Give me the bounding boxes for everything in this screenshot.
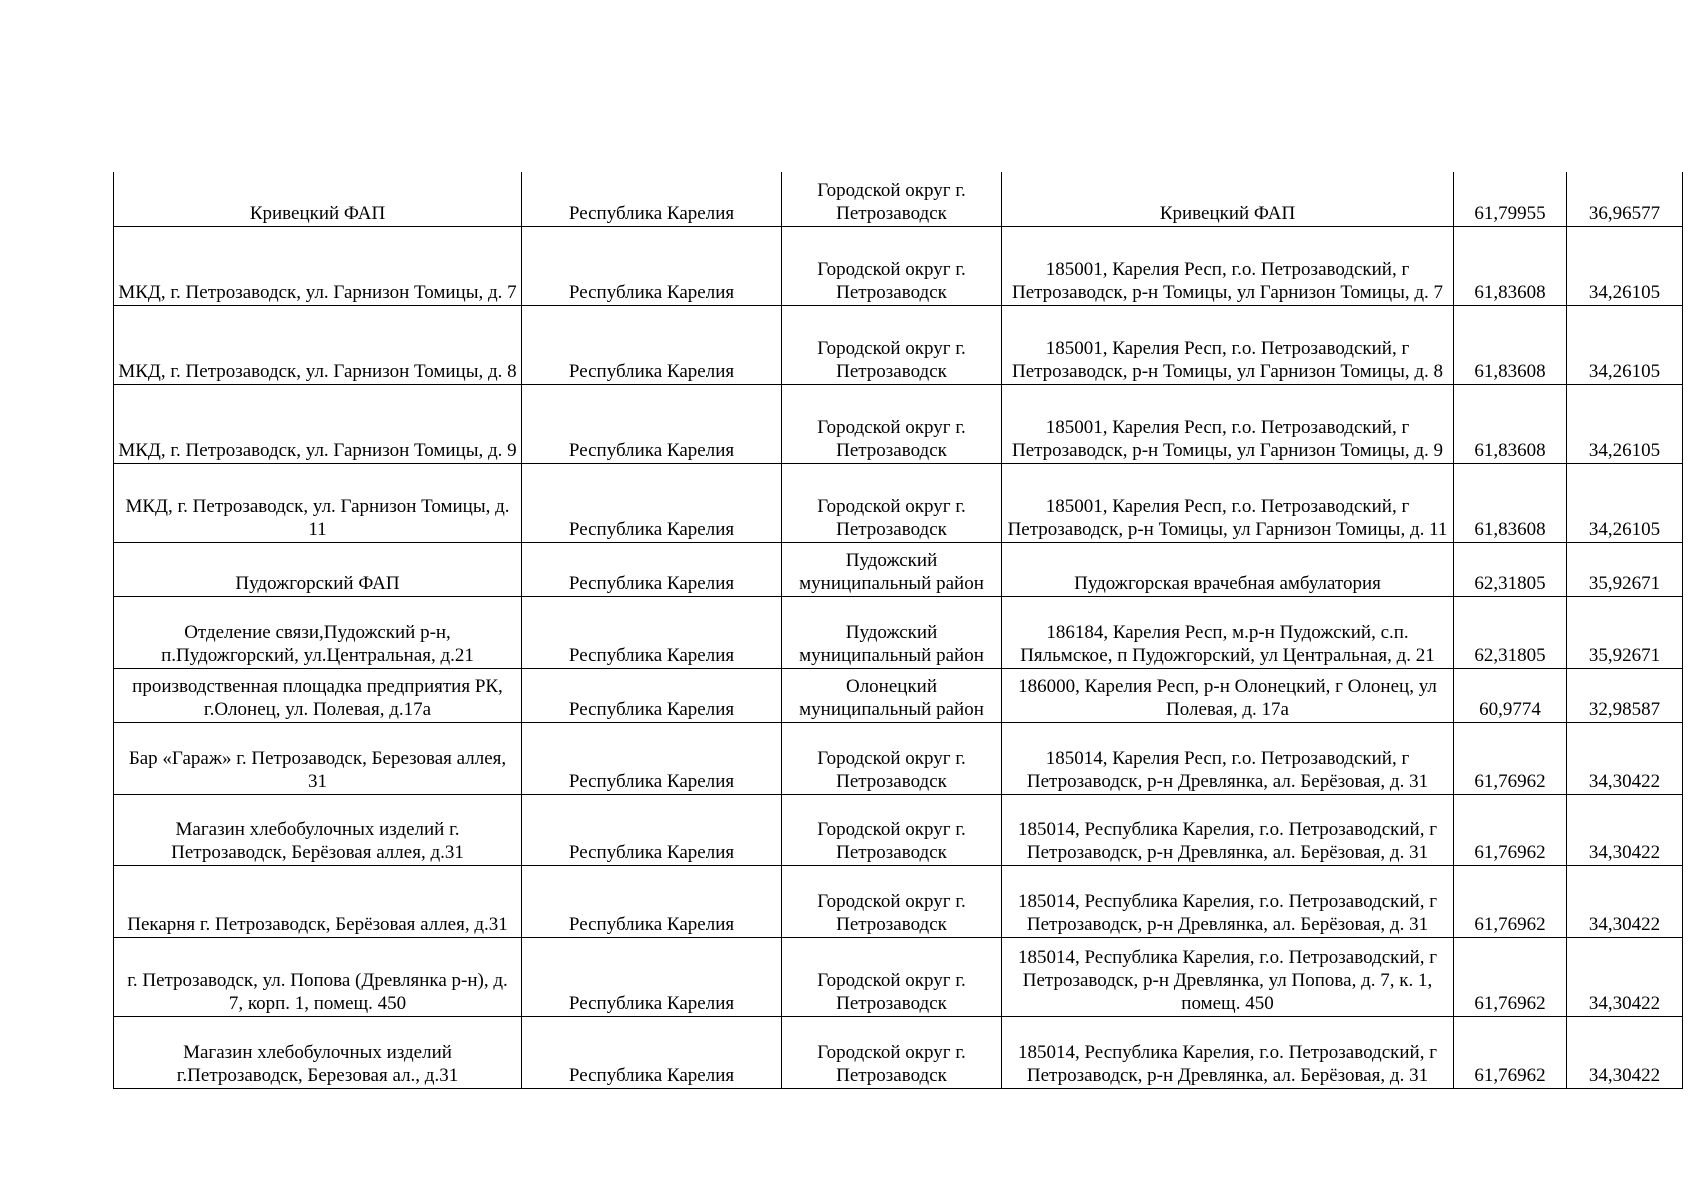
municipality-cell: Пудожский муниципальный район (782, 596, 1002, 668)
address-cell: 185001, Карелия Респ, г.о. Петрозаводский, г Петрозаводск, р-н Томицы, ул Гарнизон Томицы, д. 11 (1002, 463, 1454, 542)
region-cell: Республика Карелия (522, 722, 782, 794)
municipality-cell: Городской округ г. Петрозаводск (782, 463, 1002, 542)
object-name-cell: Магазин хлебобулочных изделий г. Петрозаводск, Берёзовая аллея, д.31 (114, 794, 522, 865)
object-name-cell: МКД, г. Петрозаводск, ул. Гарнизон Томицы, д. 9 (114, 384, 522, 463)
document-page (113, 172, 1682, 1089)
table-row (114, 542, 1683, 596)
table-row (114, 463, 1683, 542)
table-row (114, 305, 1683, 384)
object-name-cell: МКД, г. Петрозаводск, ул. Гарнизон Томицы, д. 8 (114, 305, 522, 384)
table-row (114, 937, 1683, 1016)
object-name-cell: Бар «Гараж» г. Петрозаводск, Березовая аллея, 31 (114, 722, 522, 794)
address-cell: 185014, Республика Карелия, г.о. Петрозаводский, г Петрозаводск, р-н Древлянка, ал. Берёзовая, д. 31 (1002, 865, 1454, 937)
longitude-cell: 34,30422 (1567, 722, 1683, 794)
table-row (114, 384, 1683, 463)
municipality-cell: Городской округ г. Петрозаводск (782, 865, 1002, 937)
latitude-cell: 61,83608 (1454, 384, 1567, 463)
address-cell: 186000, Карелия Респ, р-н Олонецкий, г Олонец, ул Полевая, д. 17а (1002, 668, 1454, 722)
region-cell: Республика Карелия (522, 172, 782, 226)
municipality-cell: Городской округ г. Петрозаводск (782, 305, 1002, 384)
region-cell: Республика Карелия (522, 384, 782, 463)
object-name-cell: МКД, г. Петрозаводск, ул. Гарнизон Томицы, д. 7 (114, 226, 522, 305)
address-cell: 185014, Республика Карелия, г.о. Петрозаводский, г Петрозаводск, р-н Древлянка, ал. Берёзовая, д. 31 (1002, 794, 1454, 865)
longitude-cell: 34,26105 (1567, 226, 1683, 305)
latitude-cell: 61,76962 (1454, 794, 1567, 865)
region-cell: Республика Карелия (522, 1016, 782, 1088)
address-cell: Пудожгорская врачебная амбулатория (1002, 542, 1454, 596)
object-name-cell: производственная площадка предприятия РК, г.Олонец, ул. Полевая, д.17а (114, 668, 522, 722)
object-name-cell: МКД, г. Петрозаводск, ул. Гарнизон Томицы, д. 11 (114, 463, 522, 542)
region-cell: Республика Карелия (522, 794, 782, 865)
municipality-cell: Городской округ г. Петрозаводск (782, 226, 1002, 305)
latitude-cell: 61,83608 (1454, 226, 1567, 305)
table-row (114, 1016, 1683, 1088)
longitude-cell: 34,30422 (1567, 865, 1683, 937)
address-cell: 185001, Карелия Респ, г.о. Петрозаводский, г Петрозаводск, р-н Томицы, ул Гарнизон Томицы, д. 7 (1002, 226, 1454, 305)
table-row (114, 865, 1683, 937)
object-name-cell: Пудожгорский ФАП (114, 542, 522, 596)
longitude-cell: 34,30422 (1567, 1016, 1683, 1088)
object-name-cell: Пекарня г. Петрозаводск, Берёзовая аллея, д.31 (114, 865, 522, 937)
latitude-cell: 60,9774 (1454, 668, 1567, 722)
longitude-cell: 32,98587 (1567, 668, 1683, 722)
region-cell: Республика Карелия (522, 542, 782, 596)
latitude-cell: 61,76962 (1454, 865, 1567, 937)
object-name-cell: Отделение связи,Пудожский р-н, п.Пудожгорский, ул.Центральная, д.21 (114, 596, 522, 668)
longitude-cell: 34,30422 (1567, 794, 1683, 865)
address-cell: 185014, Республика Карелия, г.о. Петрозаводский, г Петрозаводск, р-н Древлянка, ал. Берёзовая, д. 31 (1002, 1016, 1454, 1088)
latitude-cell: 61,76962 (1454, 937, 1567, 1016)
latitude-cell: 61,76962 (1454, 722, 1567, 794)
object-name-cell: Кривецкий ФАП (114, 172, 522, 226)
address-cell: 186184, Карелия Респ, м.р-н Пудожский, с.п. Пяльмское, п Пудожгорский, ул Центральная, д. 21 (1002, 596, 1454, 668)
region-cell: Республика Карелия (522, 596, 782, 668)
municipality-cell: Городской округ г. Петрозаводск (782, 1016, 1002, 1088)
locations-table (113, 172, 1683, 1089)
municipality-cell: Городской округ г. Петрозаводск (782, 794, 1002, 865)
address-cell: 185014, Карелия Респ, г.о. Петрозаводский, г Петрозаводск, р-н Древлянка, ал. Берёзовая, д. 31 (1002, 722, 1454, 794)
table-row (114, 226, 1683, 305)
latitude-cell: 62,31805 (1454, 596, 1567, 668)
object-name-cell: г. Петрозаводск, ул. Попова (Древлянка р-н), д. 7, корп. 1, помещ. 450 (114, 937, 522, 1016)
municipality-cell: Городской округ г. Петрозаводск (782, 937, 1002, 1016)
municipality-cell: Городской округ г. Петрозаводск (782, 722, 1002, 794)
latitude-cell: 62,31805 (1454, 542, 1567, 596)
table-row (114, 794, 1683, 865)
region-cell: Республика Карелия (522, 937, 782, 1016)
address-cell: 185001, Карелия Респ, г.о. Петрозаводский, г Петрозаводск, р-н Томицы, ул Гарнизон Томицы, д. 9 (1002, 384, 1454, 463)
municipality-cell: Пудожский муниципальный район (782, 542, 1002, 596)
longitude-cell: 35,92671 (1567, 542, 1683, 596)
region-cell: Республика Карелия (522, 668, 782, 722)
table-body (114, 172, 1683, 1088)
latitude-cell: 61,79955 (1454, 172, 1567, 226)
address-cell: Кривецкий ФАП (1002, 172, 1454, 226)
municipality-cell: Олонецкий муниципальный район (782, 668, 1002, 722)
latitude-cell: 61,76962 (1454, 1016, 1567, 1088)
address-cell: 185001, Карелия Респ, г.о. Петрозаводский, г Петрозаводск, р-н Томицы, ул Гарнизон Томицы, д. 8 (1002, 305, 1454, 384)
municipality-cell: Городской округ г. Петрозаводск (782, 384, 1002, 463)
longitude-cell: 34,26105 (1567, 305, 1683, 384)
region-cell: Республика Карелия (522, 865, 782, 937)
municipality-cell: Городской округ г. Петрозаводск (782, 172, 1002, 226)
region-cell: Республика Карелия (522, 305, 782, 384)
longitude-cell: 36,96577 (1567, 172, 1683, 226)
table-row (114, 722, 1683, 794)
latitude-cell: 61,83608 (1454, 305, 1567, 384)
longitude-cell: 34,26105 (1567, 463, 1683, 542)
longitude-cell: 35,92671 (1567, 596, 1683, 668)
longitude-cell: 34,30422 (1567, 937, 1683, 1016)
object-name-cell: Магазин хлебобулочных изделий г.Петрозаводск, Березовая ал., д.31 (114, 1016, 522, 1088)
table-row (114, 172, 1683, 226)
latitude-cell: 61,83608 (1454, 463, 1567, 542)
table-row (114, 596, 1683, 668)
table-row (114, 668, 1683, 722)
region-cell: Республика Карелия (522, 463, 782, 542)
longitude-cell: 34,26105 (1567, 384, 1683, 463)
address-cell: 185014, Республика Карелия, г.о. Петрозаводский, г Петрозаводск, р-н Древлянка, ул Попова, д. 7, к. 1, помещ. 450 (1002, 937, 1454, 1016)
region-cell: Республика Карелия (522, 226, 782, 305)
